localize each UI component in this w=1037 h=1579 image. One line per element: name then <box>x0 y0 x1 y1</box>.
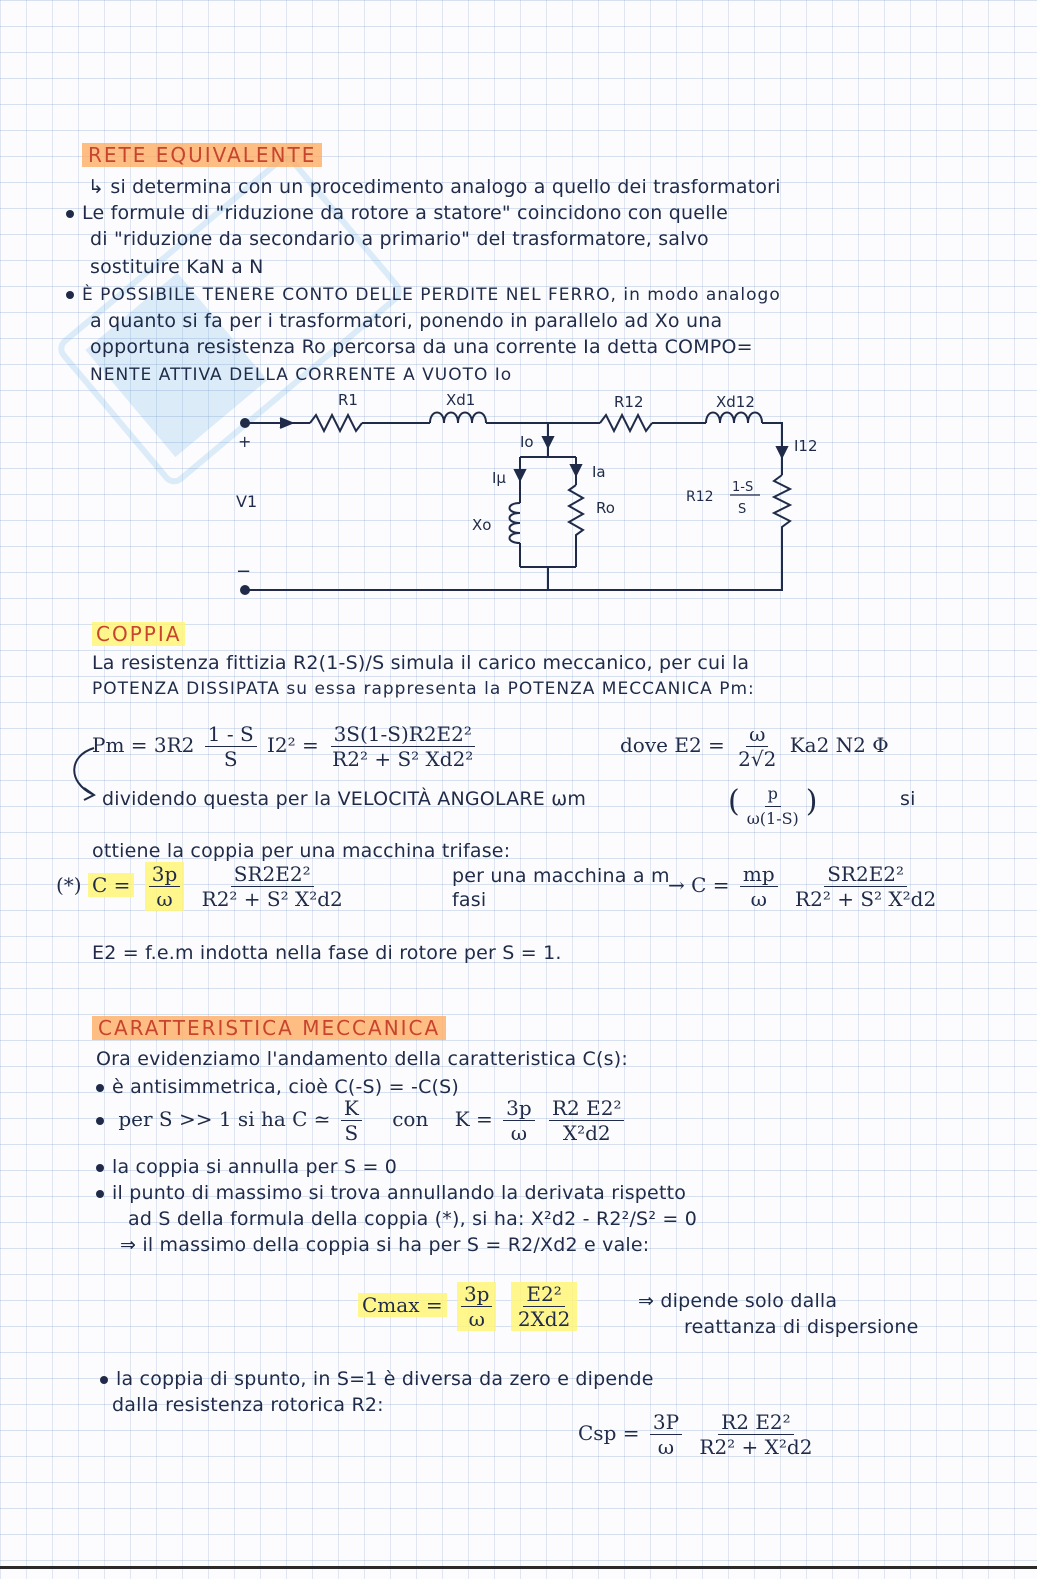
bullet-icon <box>96 1084 104 1092</box>
bottom-edge <box>0 1566 1037 1569</box>
resistor-ro <box>569 485 583 567</box>
bullet-line: la coppia di spunto, in S=1 è diversa da zero e dipende <box>100 1366 654 1392</box>
formula-e2: dove E2 = $\frac{\omega}{2√2}$ Ka2 N2 Φ <box>620 722 889 771</box>
text-mphase: per una macchina a m fasi <box>452 865 670 911</box>
arrow-io <box>543 437 553 447</box>
formula-pm: Pm = 3R2 $\frac{1 - S}{S}$ I2² = $\frac{\text{3S(1-S)R2E2²}}{\text{R2² + S² Xd2²}}$ <box>92 722 474 771</box>
label-rload: R12 <box>686 489 714 505</box>
text-line: ⇒ il massimo della coppia si ha per S = R2/Xd2 e vale: <box>120 1234 650 1256</box>
label-xd1: Xd1 <box>446 391 476 409</box>
text-line: ottiene la coppia per una macchina trifase: <box>92 840 511 862</box>
arrow-imu <box>515 470 525 480</box>
label-rload-num: 1-S <box>732 480 754 495</box>
bullet-icon <box>96 1117 104 1125</box>
label-io: Io <box>520 433 534 451</box>
formula-omega: ( $\frac{p}{\omega(1-S)}$ ) <box>728 784 818 828</box>
bullet-line: è antisimmetrica, cioè C(-S) = -C(S) <box>96 1074 459 1100</box>
text-line: opportuna resistenza Ro percorsa da una corrente Ia detta COMPO= <box>90 336 753 358</box>
bullet-icon <box>100 1376 108 1384</box>
text-line: dividendo questa per la VELOCITÀ ANGOLARE ωm <box>102 788 587 810</box>
text-line: a quanto si fa per i trasformatori, ponendo in parallelo ad Xo una <box>90 310 723 332</box>
label-ia: Ia <box>592 463 606 481</box>
label-rload-den: S <box>738 502 747 517</box>
bullet-icon <box>66 291 74 299</box>
section-title-caratteristica: CARATTERISTICA MECCANICA <box>92 1016 446 1040</box>
label-r1: R1 <box>338 391 358 409</box>
bullet-line: la coppia si annulla per S = 0 <box>96 1154 397 1180</box>
bullet-icon <box>96 1190 104 1198</box>
bullet-line: Le formule di "riduzione da rotore a statore" coincidono con quelle <box>66 200 728 226</box>
equivalent-circuit-diagram <box>220 385 820 610</box>
inductor-xd1 <box>430 413 486 424</box>
inductor-xo <box>510 503 521 543</box>
label-v1: V1 <box>236 492 258 511</box>
label-xo: Xo <box>472 516 492 534</box>
resistor-r12 <box>600 415 652 431</box>
formula-coppia-trifase: (*) C = $\frac{3p}{\omega}$ $\frac{\text{SR2E2²}}{\text{R2² + S² X²d2}}$ <box>56 862 343 911</box>
resistor-r1 <box>310 415 362 431</box>
text-line: reattanza di dispersione <box>684 1316 919 1338</box>
bottom-wire <box>249 585 782 590</box>
label-ir: I12 <box>794 437 818 455</box>
label-minus: − <box>236 561 252 582</box>
bullet-line: È POSSIBILE TENERE CONTO DELLE PERDITE NEL FERRO, in modo analogo <box>66 282 781 308</box>
label-ro: Ro <box>596 499 615 517</box>
text-line: si <box>900 788 916 810</box>
formula-cmax: Cmax = $\frac{3p}{\omega}$ $\frac{\text{E2²}}{2Xd2}$ <box>358 1282 581 1331</box>
bullet-line-s-large: per S >> 1 si ha C ≃ $\frac{K}{S}$ con K = $\frac{3p}{\omega}$ $\frac{\text{R2 E2²}}{\text{X²d2}}$ <box>96 1096 628 1145</box>
text-line: dalla resistenza rotorica R2: <box>112 1394 384 1416</box>
formula-coppia-mfasi: → C = $\frac{mp}{\omega}$ $\frac{\text{SR2E2²}}{\text{R2² + S² X²d2}}$ <box>668 862 937 911</box>
arrow-input <box>280 418 292 428</box>
formula-csp: Csp = $\frac{3P}{\omega}$ $\frac{\text{R2 E2²}}{\text{R2² + X²d2}}$ <box>578 1410 813 1459</box>
resistor-load <box>774 475 790 585</box>
text-line: Ora evidenziamo l'andamento della caratteristica C(s): <box>96 1048 628 1070</box>
text-line: NENTE ATTIVA DELLA CORRENTE A VUOTO Io <box>90 365 513 385</box>
text-line: ⇒ dipende solo dalla <box>638 1290 838 1312</box>
arrow-ir <box>777 447 787 457</box>
arrow-ia <box>571 465 581 475</box>
text-line: di "riduzione da secondario a primario" del trasformatore, salvo <box>90 228 709 250</box>
text-line: La resistenza fittizia R2(1-S)/S simula il carico meccanico, per cui la <box>92 652 750 674</box>
inductor-xd12 <box>706 413 762 424</box>
label-plus: + <box>238 432 252 451</box>
section-title-coppia: COPPIA <box>92 622 185 646</box>
label-xd12: Xd12 <box>716 393 755 411</box>
bullet-icon <box>96 1164 104 1172</box>
terminal-top <box>241 419 249 427</box>
section-title-rete-equivalente: RETE EQUIVALENTE <box>82 143 322 167</box>
label-imu: Iμ <box>492 469 506 487</box>
text-line: ↳ si determina con un procedimento analogo a quello dei trasformatori <box>88 176 781 198</box>
bullet-line: il punto di massimo si trova annullando la derivata rispetto <box>96 1180 686 1206</box>
text-line: sostituire KaN a N <box>90 256 264 278</box>
terminal-bottom <box>241 586 249 594</box>
text-line: ad S della formula della coppia (*), si ha: X²d2 - R2²/S² = 0 <box>128 1208 698 1230</box>
label-r12: R12 <box>614 393 644 411</box>
text-line: E2 = f.e.m indotta nella fase di rotore per S = 1. <box>92 942 562 964</box>
text-line: POTENZA DISSIPATA su essa rappresenta la POTENZA MECCANICA Pm: <box>92 679 755 699</box>
bullet-icon <box>66 210 74 218</box>
curved-arrow-icon <box>62 742 102 802</box>
